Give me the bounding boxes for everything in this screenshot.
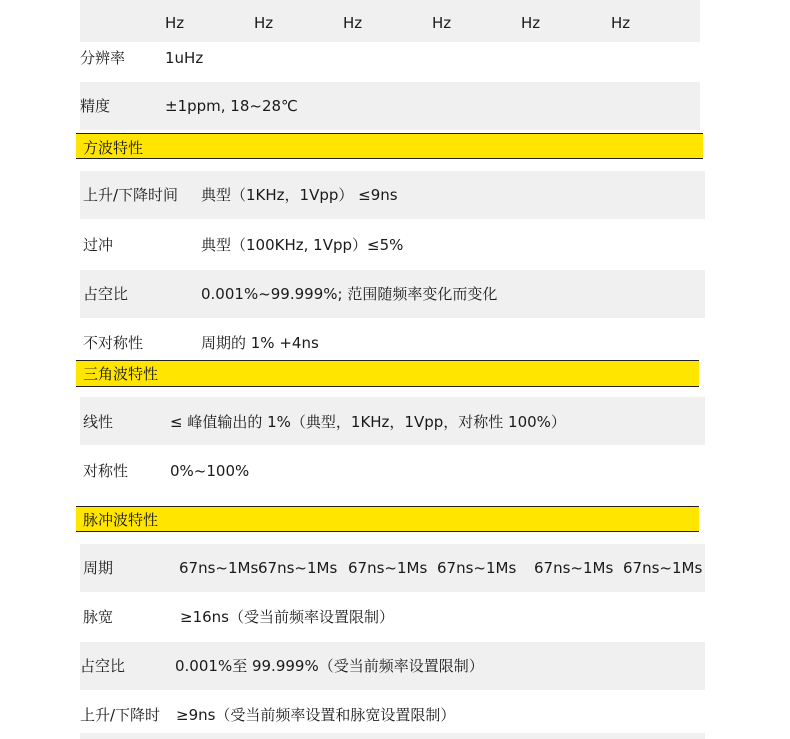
row-band [80, 733, 705, 739]
freq-unit: Hz [165, 14, 185, 32]
freq-unit: Hz [432, 14, 452, 32]
accuracy-label: 精度 [80, 97, 111, 115]
pulse-period-value: 67ns~1Ms [534, 559, 614, 577]
square-asym-label: 不对称性 [83, 334, 144, 352]
resolution-label: 分辨率 [80, 49, 126, 67]
section-title-triangle: 三角波特性 [83, 365, 159, 383]
triangle-symmetry-value: 0%~100% [170, 462, 250, 480]
section-bar-square [76, 133, 703, 159]
triangle-linearity-value: ≤ 峰值输出的 1%（典型，1KHz，1Vpp，对称性 100%） [170, 413, 566, 431]
section-bar-pulse [76, 506, 699, 532]
freq-unit: Hz [343, 14, 363, 32]
freq-unit: Hz [611, 14, 631, 32]
section-title-pulse: 脉冲波特性 [83, 511, 159, 529]
freq-unit: Hz [521, 14, 541, 32]
triangle-linearity-label: 线性 [83, 413, 114, 431]
square-overshoot-label: 过冲 [83, 236, 114, 254]
pulse-period-value: 67ns~1Ms [179, 559, 259, 577]
triangle-symmetry-label: 对称性 [83, 462, 129, 480]
pulse-duty-value: 0.001%至 99.999%（受当前频率设置限制） [175, 657, 484, 675]
square-overshoot-value: 典型（100KHz, 1Vpp）≤5% [201, 236, 404, 254]
square-duty-label: 占空比 [83, 285, 129, 303]
pulse-period-value: 67ns~1Ms [348, 559, 428, 577]
pulse-edge-label: 上升/下降时 [80, 706, 161, 724]
square-duty-value: 0.001%~99.999%; 范围随频率变化而变化 [201, 285, 498, 303]
section-bar-triangle [76, 360, 699, 387]
pulse-period-value: 67ns~1Ms [437, 559, 517, 577]
pulse-period-label: 周期 [83, 559, 114, 577]
pulse-period-value: 67ns~1Ms [623, 559, 703, 577]
pulse-width-label: 脉宽 [83, 608, 114, 626]
freq-unit: Hz [254, 14, 274, 32]
section-title-square: 方波特性 [83, 139, 144, 157]
square-asym-value: 周期的 1% +4ns [201, 334, 319, 352]
accuracy-value: ±1ppm, 18~28℃ [165, 97, 298, 115]
pulse-width-value: ≥16ns（受当前频率设置限制） [180, 608, 394, 626]
pulse-period-value: 67ns~1Ms [258, 559, 338, 577]
pulse-duty-label: 占空比 [80, 657, 126, 675]
square-rise-value: 典型（1KHz，1Vpp） ≤9ns [201, 186, 398, 204]
pulse-edge-value: ≥9ns（受当前频率设置和脉宽设置限制） [176, 706, 456, 724]
square-rise-label: 上升/下降时间 [83, 186, 179, 204]
resolution-value: 1uHz [165, 49, 204, 67]
